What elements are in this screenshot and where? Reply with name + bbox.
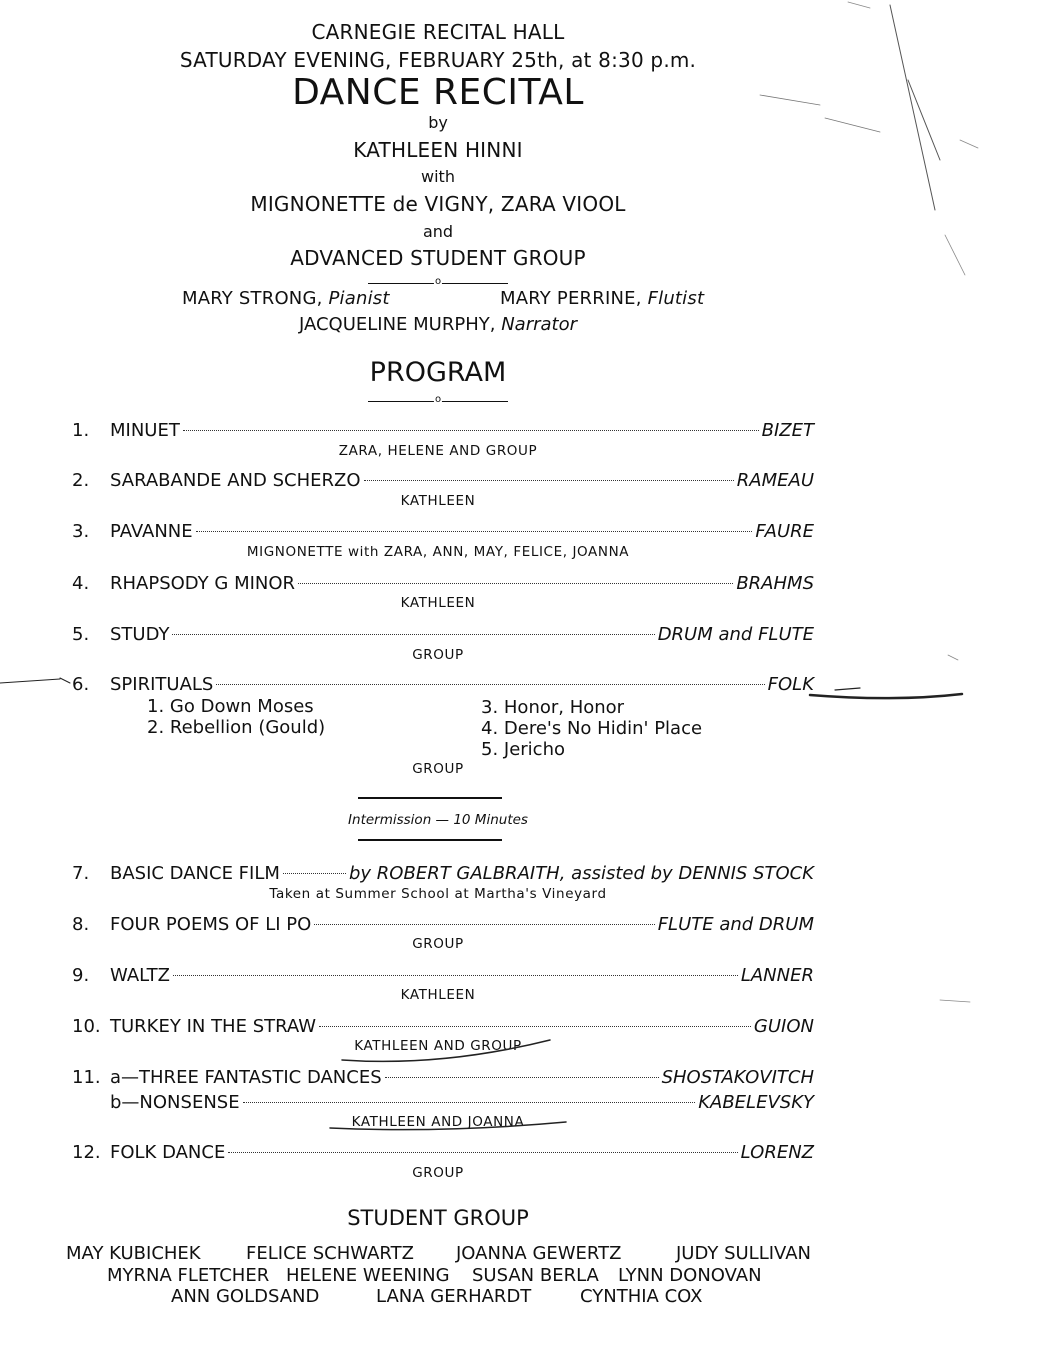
item-composer: FAURE [755, 521, 814, 542]
item-number: 12. [72, 1142, 101, 1163]
item-title: FOLK DANCE [110, 1142, 226, 1163]
item-number: 6. [72, 674, 90, 695]
item-title: TURKEY IN THE STRAW [110, 1016, 317, 1037]
item-performers: GROUP [412, 936, 464, 952]
item-performers: KATHLEEN [400, 987, 476, 1003]
item-composer: by ROBERT GALBRAITH, assisted by DENNIS STOCK [349, 863, 814, 884]
student-name: HELENE WEENING [286, 1265, 450, 1286]
item-title: a—THREE FANTASTIC DANCES [110, 1067, 382, 1088]
spiritual-song: 1. Go Down Moses [147, 696, 314, 717]
intermission-note: Intermission — 10 Minutes [348, 812, 528, 828]
item-number: 11. [72, 1067, 101, 1088]
spiritual-song: 3. Honor, Honor [481, 697, 625, 718]
item-performers: MIGNONETTE with ZARA, ANN, MAY, FELICE, JOANNA [246, 544, 630, 560]
item-composer: LORENZ [740, 1142, 814, 1163]
item-title: RHAPSODY G MINOR [110, 573, 296, 594]
item-composer: GUION [753, 1016, 814, 1037]
item-performers: KATHLEEN AND JOANNA [351, 1114, 525, 1130]
item-performers: KATHLEEN AND GROUP [354, 1038, 522, 1054]
student-name: ANN GOLDSAND [171, 1286, 320, 1307]
principal-dancer: KATHLEEN HINNI [353, 138, 523, 162]
item-composer: FLUTE and DRUM [657, 914, 814, 935]
narrator-name: JACQUELINE MURPHY, [298, 314, 496, 335]
program-heading: PROGRAM [369, 357, 507, 388]
item-performers: ZARA, HELENE AND GROUP [338, 443, 538, 459]
item-performers: KATHLEEN [400, 493, 476, 509]
and-line: and [422, 222, 454, 241]
guest-dancers: MIGNONETTE de VIGNY, ZARA VIOOL [250, 192, 626, 216]
header-divider: o [368, 278, 508, 290]
advanced-group-line: ADVANCED STUDENT GROUP [290, 246, 586, 270]
student-name: LANA GERHARDT [376, 1286, 532, 1307]
by-line: by [428, 113, 448, 132]
item-composer: SHOSTAKOVITCH [661, 1067, 814, 1088]
with-line: with [421, 167, 455, 186]
item-title: MINUET [110, 420, 180, 441]
event-title: DANCE RECITAL [292, 72, 584, 113]
flutist-name: MARY PERRINE, [500, 288, 642, 309]
program-divider: o [368, 396, 508, 408]
student-name: JOANNA GEWERTZ [456, 1243, 622, 1264]
item-composer: DRUM and FLUTE [657, 624, 814, 645]
item-composer: RAMEAU [736, 470, 814, 491]
student-group-heading: STUDENT GROUP [347, 1206, 529, 1230]
item-number: 1. [72, 420, 90, 441]
narrator-role: Narrator [501, 314, 578, 335]
item-number: 7. [72, 863, 90, 884]
item-composer: FOLK [767, 674, 814, 695]
student-name: SUSAN BERLA [472, 1265, 599, 1286]
student-name: MAY KUBICHEK [66, 1243, 201, 1264]
item-composer: KABELEVSKY [698, 1092, 814, 1113]
item-composer: BIZET [761, 420, 814, 441]
item-number: 9. [72, 965, 90, 986]
item-composer: LANNER [740, 965, 814, 986]
spiritual-song: 2. Rebellion (Gould) [147, 717, 326, 738]
student-name: MYRNA FLETCHER [107, 1265, 270, 1286]
item-title: WALTZ [110, 965, 171, 986]
item-number: 5. [72, 624, 90, 645]
student-name: CYNTHIA COX [580, 1286, 703, 1307]
date-line: SATURDAY EVENING, FEBRUARY 25th, at 8:30 p.m. [179, 48, 697, 72]
item-title: b—NONSENSE [110, 1092, 240, 1113]
item-performers: GROUP [412, 761, 464, 777]
item-composer: BRAHMS [736, 573, 814, 594]
item-number: 8. [72, 914, 90, 935]
item-performers: GROUP [412, 647, 464, 663]
item-performers: GROUP [412, 1165, 464, 1181]
pianist-name: MARY STRONG, [182, 288, 323, 309]
item-performers: Taken at Summer School at Martha's Vineyard [269, 886, 607, 902]
item-number: 3. [72, 521, 90, 542]
item-title: BASIC DANCE FILM [110, 863, 280, 884]
spiritual-song: 5. Jericho [481, 739, 565, 760]
venue-line: CARNEGIE RECITAL HALL [311, 20, 565, 44]
item-title: STUDY [110, 624, 170, 645]
student-name: JUDY SULLIVAN [676, 1243, 811, 1264]
student-name: LYNN DONOVAN [618, 1265, 762, 1286]
item-number: 4. [72, 573, 90, 594]
item-number: 10. [72, 1016, 101, 1037]
item-title: PAVANNE [110, 521, 193, 542]
flutist-role: Flutist [647, 288, 705, 309]
pianist-role: Pianist [328, 288, 390, 309]
item-number: 2. [72, 470, 90, 491]
item-performers: KATHLEEN [400, 595, 476, 611]
student-name: FELICE SCHWARTZ [246, 1243, 414, 1264]
item-title: SARABANDE AND SCHERZO [110, 470, 361, 491]
item-title: SPIRITUALS [110, 674, 214, 695]
item-title: FOUR POEMS OF LI PO [110, 914, 312, 935]
spiritual-song: 4. Dere's No Hidin' Place [481, 718, 703, 739]
